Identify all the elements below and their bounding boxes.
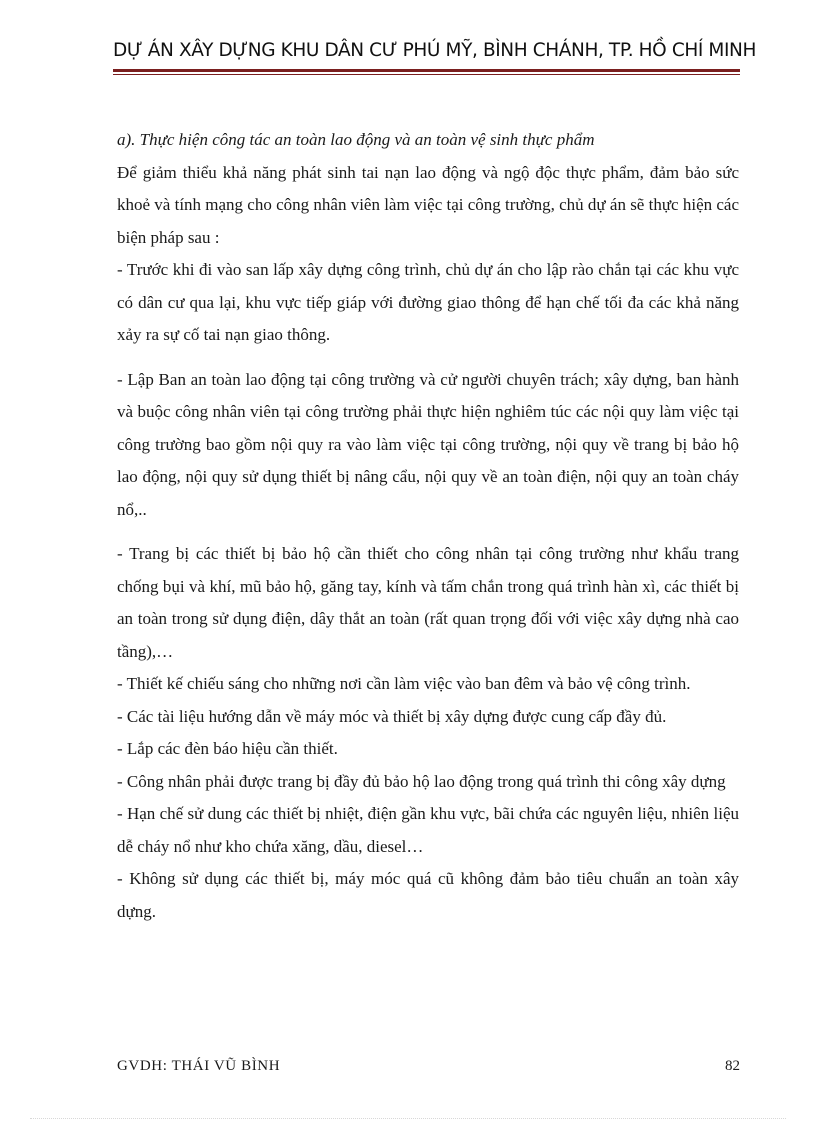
- list-item: - Công nhân phải được trang bị đầy đủ bảo hộ lao động trong quá trình thi công xây dựng: [117, 771, 726, 791]
- page-body: [117, 124, 739, 928]
- list-item: - Các tài liệu hướng dẫn về máy móc và thiết bị xây dựng được cung cấp đầy đủ.: [117, 706, 667, 726]
- list-item: - Không sử dụng các thiết bị, máy móc quá cũ không đảm bảo tiêu chuẩn an toàn xây dựng.: [117, 869, 739, 921]
- header-rule-thick: [113, 69, 740, 72]
- document-title: DỰ ÁN XÂY DỰNG KHU DÂN CƯ PHÚ MỸ, BÌNH CHÁNH, TP. HỒ CHÍ MINH: [113, 40, 756, 61]
- header-rule-thin: [113, 74, 740, 75]
- page-number: 82: [725, 1058, 740, 1074]
- list-item: - Trang bị các thiết bị bảo hộ cần thiết cho công nhân tại công trường như khẩu trang chống bụi và khí, mũ bảo hộ, găng tay, kính và tấm chắn trong quá trình hàn xì, các thiết bị an toàn trong sử dụng điện, dây thắt an toàn (rất quan trọng đối với việc xây dựng nhà cao tầng),…: [117, 544, 739, 661]
- list-item: - Hạn chế sử dung các thiết bị nhiệt, điện gần khu vực, bãi chứa các nguyên liệu, nhiên liệu dễ cháy nổ như kho chứa xăng, dầu, diesel…: [117, 804, 739, 856]
- list-item: - Lập Ban an toàn lao động tại công trường và cử người chuyên trách; xây dựng, ban hành và buộc công nhân viên tại công trường phải thực hiện nghiêm túc các nội quy làm việc tại công trường bao gồm nội quy ra vào làm việc tại công trường, nội quy về trang bị bảo hộ lao động, nội quy sử dụng thiết bị nâng cẩu, nội quy về an toàn điện, nội quy an toàn cháy nổ,..: [117, 369, 739, 519]
- intro-paragraph: Để giảm thiểu khả năng phát sinh tai nạn lao động và ngộ độc thực phẩm, đảm bảo sức khoẻ và tính mạng cho công nhân viên làm việc tại công trường, chủ dự án sẽ thực hiện các biện pháp sau :: [117, 162, 739, 247]
- bottom-dotted-line: [30, 1118, 786, 1119]
- list-item: - Trước khi đi vào san lấp xây dựng công trình, chủ dự án cho lập rào chắn tại các khu vực có dân cư qua lại, khu vực tiếp giáp với đường giao thông để hạn chế tối đa các khả năng xảy ra sự cố tai nạn giao thông.: [117, 260, 739, 344]
- list-item: - Lắp các đèn báo hiệu cần thiết.: [117, 739, 338, 758]
- section-subheading: a). Thực hiện công tác an toàn lao động và an toàn vệ sinh thực phẩm: [117, 130, 595, 149]
- footer-advisor: GVDH: THÁI VŨ BÌNH: [117, 1058, 281, 1074]
- list-item: - Thiết kế chiếu sáng cho những nơi cần làm việc vào ban đêm và bảo vệ công trình.: [117, 674, 691, 693]
